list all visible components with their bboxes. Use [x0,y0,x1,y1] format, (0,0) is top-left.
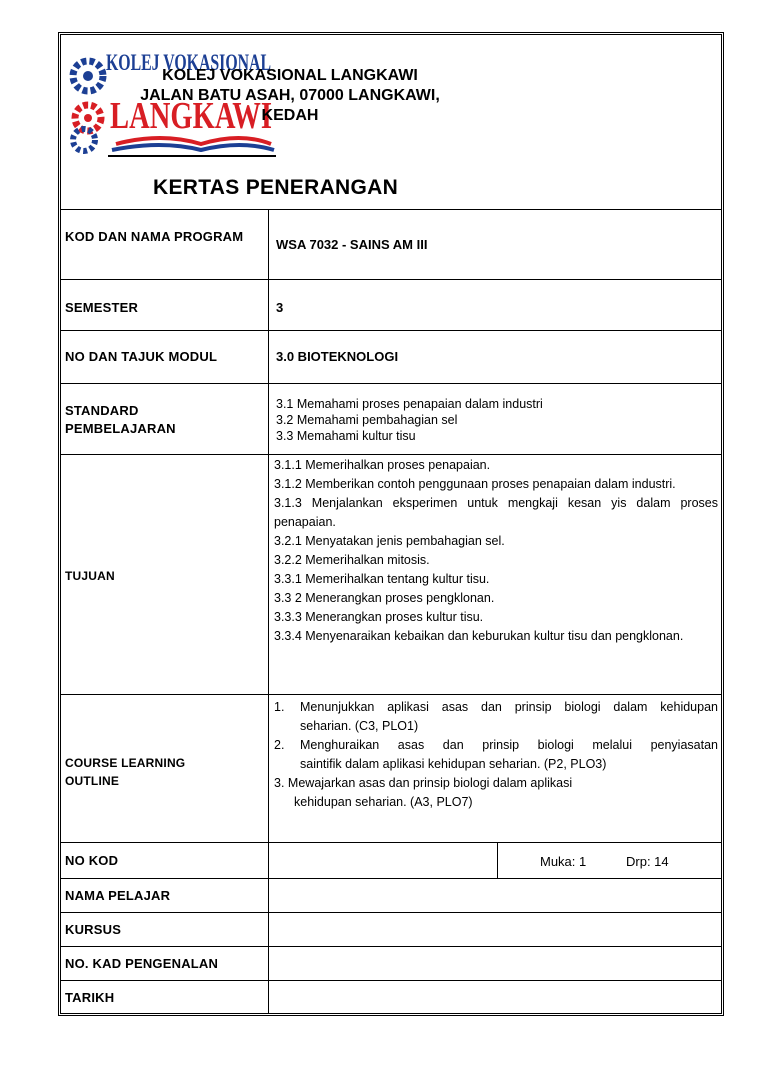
open-book-icon [108,138,276,156]
page-number: Muka: 1 [540,854,587,869]
list-item [274,736,718,755]
column-divider [268,209,269,1014]
item-text: Mewajarkan asas dan prinsip biologi dalam aplikasi [287,776,573,790]
school-state: KEDAH [261,107,319,124]
clo-list [274,698,718,812]
ic-number-label: NO. KAD PENGENALAN [65,956,219,971]
item-number: 3. [274,776,285,790]
list-item [274,698,718,717]
list-item: 3.3.4 Menyenaraikan kebaikan dan keburukan kultur tisu dan pengklonan. [274,629,684,643]
item-text: Menunjukkan aplikasi asas dan prinsip biologi dalam kehidupan [300,700,718,714]
list-item: 3.2.2 Memerihalkan mitosis. [274,553,430,567]
nokod-label: NO KOD [65,853,119,868]
semester-value: 3 [276,300,284,315]
module-label: NO DAN TAJUK MODUL [65,349,218,364]
kursus-label: KURSUS [65,922,122,937]
semester-label: SEMESTER [65,300,139,315]
gear-icon [73,61,103,151]
row-divider [60,980,722,981]
standard-label: STANDARD PEMBELAJARAN [65,403,176,436]
list-item: 3.1 Memahami proses penapaian dalam industri [276,397,543,411]
row-divider [60,912,722,913]
item-text-cont: seharian. (C3, PLO1) [300,719,419,733]
module-value: 3.0 BIOTEKNOLOGI [276,349,399,364]
row-divider [60,878,722,879]
list-item: 3.2.1 Menyatakan jenis pembahagian sel. [274,534,505,548]
row-divider [60,383,722,384]
list-item: 3.3 Memahami kultur tisu [276,429,416,443]
school-name: KOLEJ VOKASIONAL LANGKAWI [162,67,418,84]
logo-bottom-text: LANGKAWI [110,95,272,137]
list-item: 3.3 2 Menerangkan proses pengklonan. [274,591,495,605]
row-divider [60,209,722,210]
item-text-cont: saintifik dalam aplikasi kehidupan seharian. (P2, PLO3) [300,757,607,771]
list-item: 3.2 Memahami pembahagian sel [276,413,458,427]
nama-label: NAMA PELAJAR [65,888,171,903]
list-item: 3.1.1 Memerihalkan proses penapaian. [274,458,491,472]
document-title: KERTAS PENERANGAN [153,176,399,199]
standard-list [276,396,543,444]
page-total: Drp: 14 [626,854,669,869]
row-divider [60,842,722,843]
school-address: JALAN BATU ASAH, 07000 LANGKAWI, [140,87,440,104]
program-label: KOD DAN NAMA PROGRAM [65,229,244,244]
tarikh-label: TARIKH [65,990,115,1005]
list-item: 3.3.3 Menerangkan proses kultur tisu. [274,610,484,624]
row-divider [60,946,722,947]
item-text-cont: kehidupan seharian. (A3, PLO7) [294,795,473,809]
program-value: WSA 7032 - SAINS AM III [276,237,428,252]
list-item [274,774,718,793]
list-item: 3.1.2 Memberikan contoh penggunaan proses penapaian dalam industri. [274,477,676,491]
item-number: 2. [274,738,285,752]
row-divider [60,279,722,280]
tujuan-list [274,456,718,646]
item-number: 1. [274,700,285,714]
school-header [110,66,470,126]
list-item: 3.3.1 Memerihalkan tentang kultur tisu. [274,572,490,586]
list-item: 3.1.3 Menjalankan eksperimen untuk mengkaji kesan yis dalam proses penapaian. [274,496,718,529]
tujuan-label: TUJUAN [65,569,115,583]
row-divider [60,330,722,331]
column-divider [497,842,498,878]
logo-top-text: KOLEJ VOKASIONAL [106,50,271,75]
item-text: Menghuraikan asas dan prinsip biologi melalui penyiasatan [300,738,718,752]
row-divider [60,454,722,455]
clo-label: COURSE LEARNING OUTLINE [65,756,186,788]
row-divider [60,694,722,695]
